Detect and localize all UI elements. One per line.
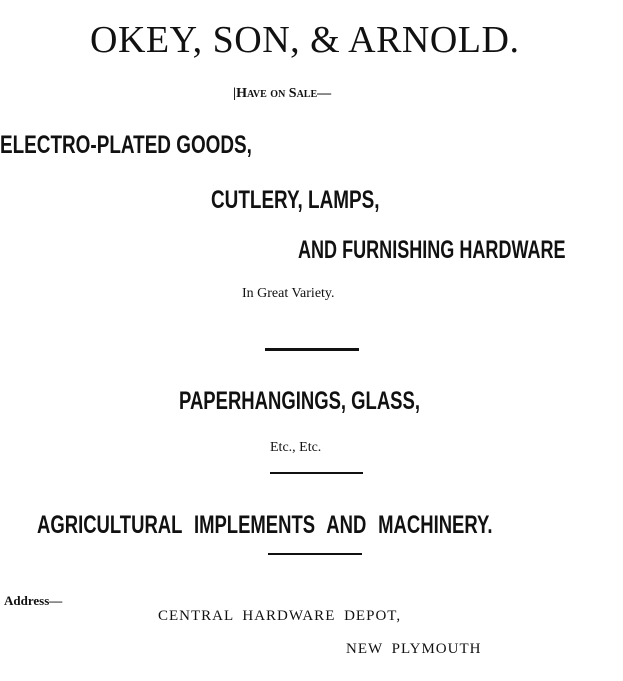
divider-rule (265, 348, 359, 351)
electro-plated-goods-line: ELECTRO-PLATED GOODS, (0, 130, 252, 159)
address-line-1: CENTRAL HARDWARE DEPOT, (158, 608, 402, 624)
address-line-2: NEW PLYMOUTH (346, 641, 482, 657)
divider-rule (270, 472, 363, 474)
firm-name-heading: OKEY, SON, & ARNOLD. (90, 19, 520, 61)
have-on-sale-text: |Have on Sale— (233, 86, 332, 101)
furnishing-hardware-line: AND FURNISHING HARDWARE (298, 235, 566, 264)
paperhangings-glass-line: PAPERHANGINGS, GLASS, (179, 386, 420, 415)
address-label: Address— (4, 593, 63, 608)
divider-rule (268, 553, 362, 555)
agricultural-implements-line: AGRICULTURAL IMPLEMENTS AND MACHINERY. (37, 510, 493, 539)
etc-text: Etc., Etc. (270, 440, 322, 455)
great-variety-text: In Great Variety. (242, 286, 335, 301)
cutlery-lamps-line: CUTLERY, LAMPS, (211, 185, 380, 214)
